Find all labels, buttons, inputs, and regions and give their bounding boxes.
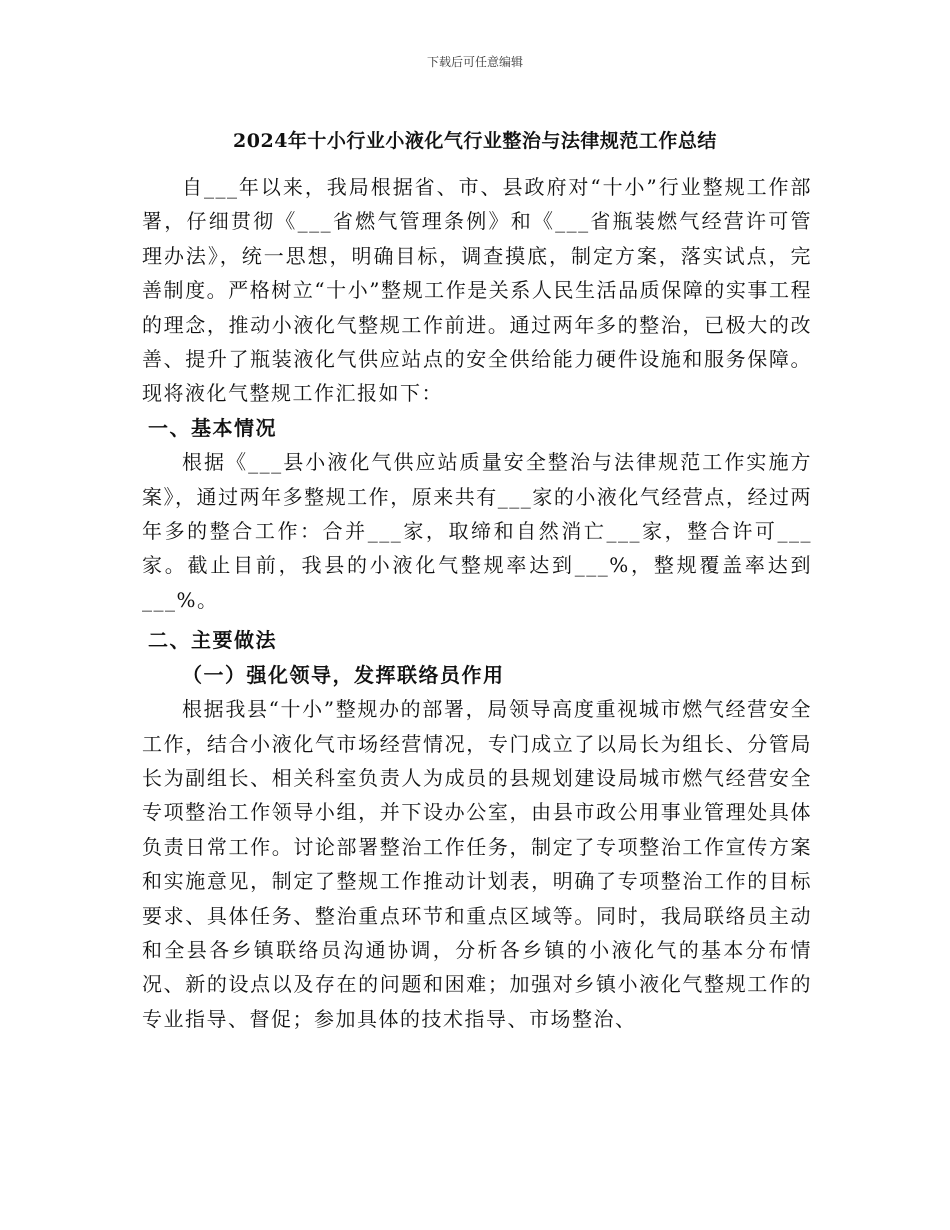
- section-heading-main-practices: 二、主要做法: [148, 628, 277, 653]
- leadership-paragraph: 根据我县“十小”整规办的部署，局领导高度重视城市燃气经营安全工作，结合小液化气市场经营情况，专门成立了以局长为组长、分管局长为副组长、相关科室负责人为成员的县规划建设局城市燃气经营安全专项整治工作领导小组，并下设办公室，由县市政公用事业管理处具体负责日常工作。讨论部署整治工作任务，制定了专项整治工作宣传方案和实施意见，制定了整规工作推动计划表，明确了专项整治工作的目标要求、具体任务、整治重点环节和重点区域等。同时，我局联络员主动和全县各乡镇联络员沟通协调，分析各乡镇的小液化气的基本分布情况、新的设点以及存在的问题和困难；加强对乡镇小液化气整规工作的专业指导、督促；参加具体的技术指导、市场整治、: [142, 697, 812, 1031]
- document-body: [142, 170, 812, 1036]
- document-title: 2024年十小行业小液化气行业整治与法律规范工作总结: [233, 130, 717, 152]
- basic-situation-paragraph: 根据《___县小液化气供应站质量安全整治与法律规范工作实施方案》，通过两年多整规工作，原来共有___家的小液化气经营点，经过两年多的整合工作：合并___家，取缔和自然消亡___家，整合许可___家。截止目前，我县的小液化气整规率达到___%，整规覆盖率达到___%。: [142, 450, 812, 612]
- page-header-note: 下载后可任意编辑: [426, 55, 523, 69]
- subsection-heading-leadership: （一）强化领导，发挥联络员作用: [182, 662, 505, 687]
- section-heading-basic-situation: 一、基本情况: [148, 415, 277, 440]
- intro-paragraph: 自___年以来，我局根据省、市、县政府对“十小”行业整规工作部署，仔细贯彻《___省燃气管理条例》和《___省瓶装燃气经营许可管理办法》，统一思想，明确目标，调查摸底，制定方案，落实试点，完善制度。严格树立“十小”整规工作是关系人民生活品质保障的实事工程的理念，推动小液化气整规工作前进。通过两年多的整治，已极大的改善、提升了瓶装液化气供应站点的安全供给能力硬件设施和服务保障。现将液化气整规工作汇报如下：: [142, 175, 812, 406]
